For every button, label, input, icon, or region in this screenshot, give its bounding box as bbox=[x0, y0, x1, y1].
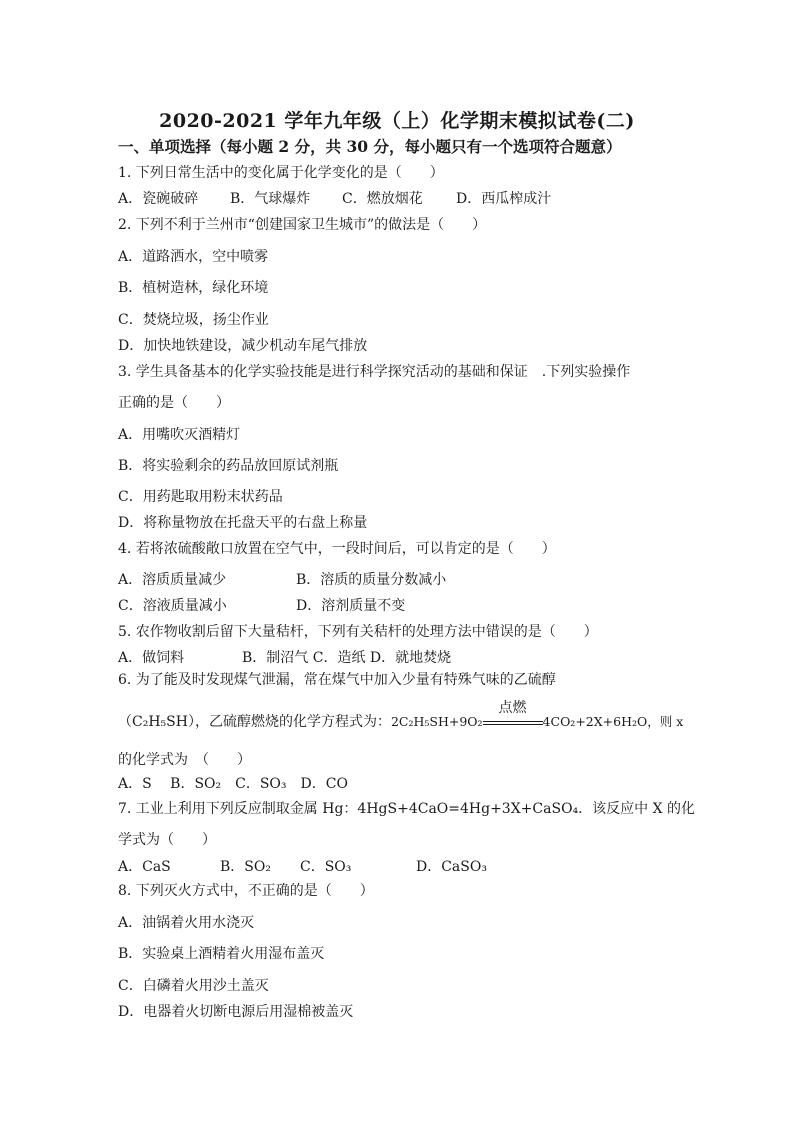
question-3-stem-line-1: 3. 学生具备基本的化学实验技能是进行科学探究活动的基础和保证 .下列实验操作 bbox=[118, 364, 631, 380]
question-6-stem-line-1: 6. 为了能及时发现煤气泄漏，常在煤气中加入少量有特殊气味的乙硫醇 bbox=[118, 672, 556, 688]
option-a: A．CaS bbox=[118, 859, 171, 875]
question-3-option-d: D．将称量物放在托盘天平的右盘上称量 bbox=[118, 515, 368, 531]
question-3-option-a: A．用嘴吹灭酒精灯 bbox=[118, 427, 241, 443]
question-3-stem-line-2: 正确的是（ ） bbox=[118, 395, 230, 411]
question-6-options: A．S B．SO₂ C．SO₃ D．CO bbox=[118, 776, 348, 792]
option-a: A．溶质质量减少 bbox=[118, 572, 227, 588]
section-heading: 一、单项选择（每小题 2 分，共 30 分，每小题只有一个选项符合题意） bbox=[118, 137, 622, 156]
question-8-stem: 8. 下列灭火方式中，不正确的是（ ） bbox=[118, 883, 374, 899]
question-7-stem-line-2: 学式为（ ） bbox=[118, 832, 216, 848]
reaction-arrow bbox=[483, 700, 543, 731]
option-a: A．做饲料 bbox=[118, 650, 185, 666]
option-b: B．溶质的质量分数减小 bbox=[296, 572, 447, 588]
question-2-option-a: A．道路洒水，空中喷雾 bbox=[118, 249, 269, 265]
equation-left: 2C₂H₅SH+9O₂ bbox=[390, 714, 483, 729]
option-d: D．西瓜榨成汁 bbox=[456, 191, 552, 207]
question-3-option-b: B．将实验剩余的药品放回原试剂瓶 bbox=[118, 458, 339, 474]
question-4-stem: 4. 若将浓硫酸敞口放置在空气中，一段时间后，可以肯定的是（ ） bbox=[118, 541, 556, 557]
question-1-stem: 1. 下列日常生活中的变化属于化学变化的是（ ） bbox=[118, 165, 444, 181]
equation-bar-top bbox=[483, 721, 543, 722]
question-2-option-c: C．焚烧垃圾，扬尘作业 bbox=[118, 312, 269, 328]
option-d: D．CaSO₃ bbox=[416, 859, 487, 875]
option-c: C．溶液质量减小 bbox=[118, 598, 227, 614]
equation-bar-bottom bbox=[483, 724, 543, 725]
question-6-stem-line-3: 的化学式为 （ ） bbox=[118, 752, 251, 768]
question-6-equation-line bbox=[118, 700, 684, 731]
question-8-option-d: D．电器着火切断电源后用湿棉被盖灭 bbox=[118, 1004, 354, 1020]
question-1-options bbox=[118, 190, 551, 208]
question-5-stem: 5. 农作物收割后留下大量秸杆，下列有关秸杆的处理方法中错误的是（ ） bbox=[118, 624, 598, 640]
question-2-stem: 2. 下列不利于兰州市“创建国家卫生城市”的做法是（ ） bbox=[118, 217, 487, 233]
question-8-option-c: C．白磷着火用沙土盖灭 bbox=[118, 978, 269, 994]
option-b-c-d: B．制沼气 C．造纸 D．就地焚烧 bbox=[242, 650, 452, 666]
reaction-condition: 点燃 bbox=[498, 700, 527, 716]
question-8-option-b: B．实验桌上酒精着火用湿布盖灭 bbox=[118, 946, 325, 962]
option-a: A．瓷碗破碎 bbox=[118, 191, 199, 207]
option-b: B．气球爆炸 bbox=[230, 191, 311, 207]
question-2-option-d: D．加快地铁建设，减少机动车尾气排放 bbox=[118, 338, 368, 354]
question-5-options bbox=[118, 649, 451, 667]
question-7-options bbox=[118, 858, 487, 876]
option-b: B．SO₂ bbox=[220, 859, 271, 875]
question-4-options-row-2 bbox=[118, 597, 405, 615]
question-2-option-b: B．植树造林，绿化环境 bbox=[118, 280, 269, 296]
equation-prefix: （C₂H₅SH），乙硫醇燃烧的化学方程式为： bbox=[118, 714, 391, 730]
equation-right: 4CO₂+2X+6H₂O，则 x bbox=[542, 714, 684, 729]
question-3-option-c: C．用药匙取用粉末状药品 bbox=[118, 489, 283, 505]
option-c: C．燃放烟花 bbox=[342, 191, 423, 207]
option-c: C．SO₃ bbox=[300, 859, 352, 875]
option-d: D．溶剂质量不变 bbox=[296, 598, 406, 614]
question-8-option-a: A．油锅着火用水浇灭 bbox=[118, 915, 255, 931]
question-7-stem-line-1: 7. 工业上利用下列反应制取金属 Hg：4HgS+4CaO=4Hg+3X+CaSO₄．该反应中 X 的化 bbox=[118, 801, 696, 817]
exam-title: 2020-2021 学年九年级（上）化学期末模拟试卷(二) bbox=[159, 110, 635, 132]
question-4-options-row-1 bbox=[118, 571, 446, 589]
